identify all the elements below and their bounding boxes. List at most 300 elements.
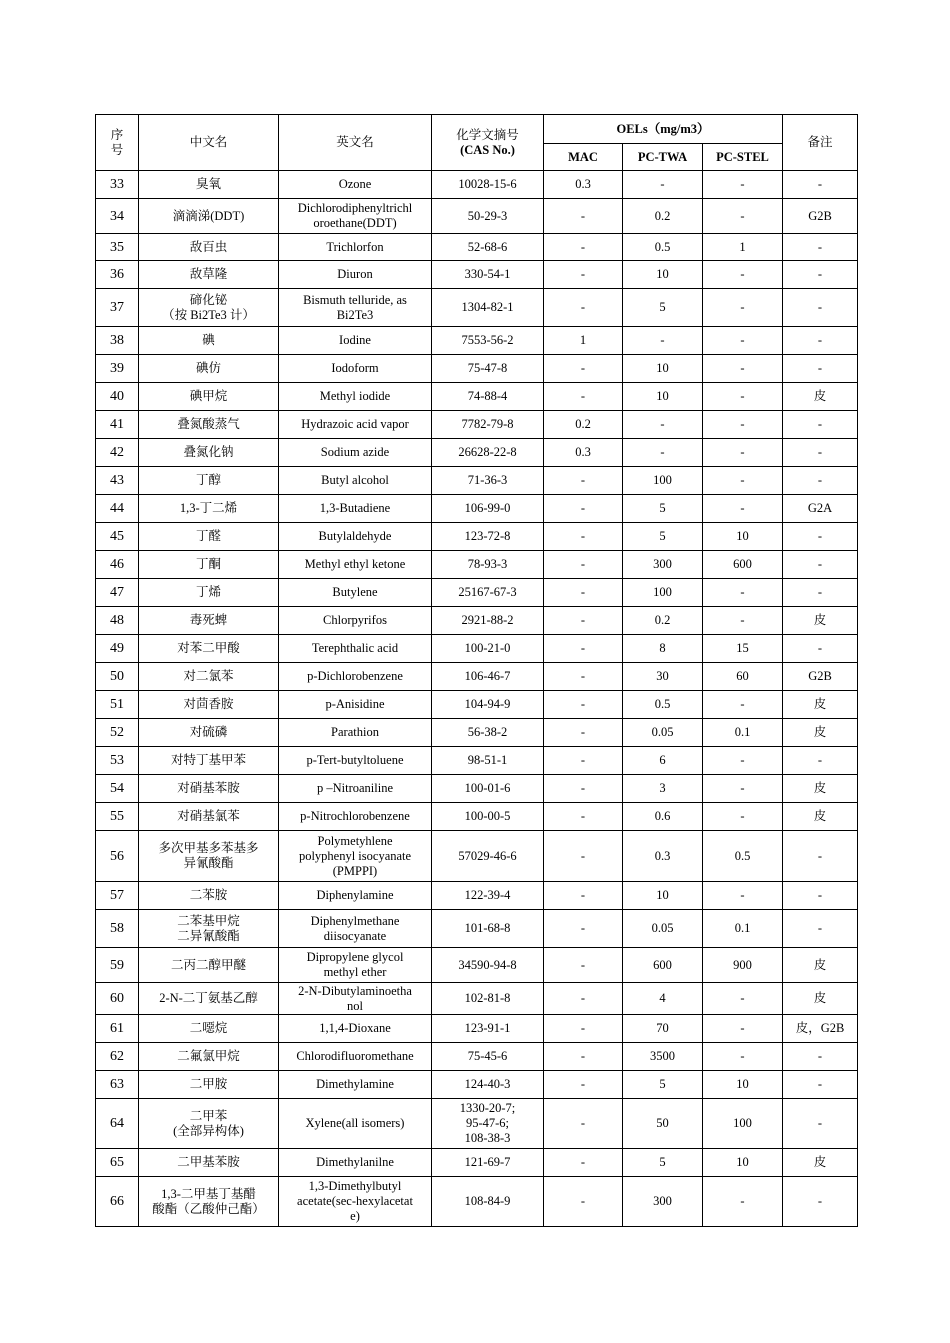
cell-english-name: Terephthalic acid bbox=[279, 635, 432, 663]
cell-no: 62 bbox=[96, 1043, 139, 1071]
table-row bbox=[96, 719, 858, 747]
cell-pc-twa: 0.3 bbox=[623, 831, 703, 882]
cell-mac: 0.3 bbox=[544, 171, 623, 199]
cell-pc-twa: 300 bbox=[623, 1177, 703, 1227]
cell-note: 皮 bbox=[783, 948, 858, 983]
cell-english-name: p-Dichlorobenzene bbox=[279, 663, 432, 691]
header-chinese-name: 中文名 bbox=[139, 115, 279, 171]
table-row bbox=[96, 411, 858, 439]
cell-cas: 121-69-7 bbox=[432, 1149, 544, 1177]
cell-english-name: Iodoform bbox=[279, 355, 432, 383]
cell-chinese-name: 二苯胺 bbox=[139, 882, 279, 910]
cell-note: - bbox=[783, 234, 858, 261]
cell-chinese-name: 碲化铋 （按 Bi2Te3 计） bbox=[139, 289, 279, 327]
cell-chinese-name: 二甲苯 (全部异构体) bbox=[139, 1099, 279, 1149]
cell-pc-twa: 3500 bbox=[623, 1043, 703, 1071]
cell-pc-stel: - bbox=[703, 1177, 783, 1227]
cell-english-name: Chlorpyrifos bbox=[279, 607, 432, 635]
cell-mac: - bbox=[544, 355, 623, 383]
cell-pc-twa: 600 bbox=[623, 948, 703, 983]
cell-mac: - bbox=[544, 635, 623, 663]
cell-pc-twa: 5 bbox=[623, 495, 703, 523]
cell-no: 42 bbox=[96, 439, 139, 467]
table-row bbox=[96, 803, 858, 831]
cell-no: 45 bbox=[96, 523, 139, 551]
table-row bbox=[96, 1149, 858, 1177]
cell-chinese-name: 碘 bbox=[139, 327, 279, 355]
cell-english-name: Butyl alcohol bbox=[279, 467, 432, 495]
cell-cas: 106-99-0 bbox=[432, 495, 544, 523]
cell-note: 皮 bbox=[783, 691, 858, 719]
cell-pc-stel: 10 bbox=[703, 1071, 783, 1099]
cell-english-name: Diphenylmethane diisocyanate bbox=[279, 910, 432, 948]
cell-no: 39 bbox=[96, 355, 139, 383]
cell-pc-twa: 10 bbox=[623, 261, 703, 289]
cell-note: - bbox=[783, 355, 858, 383]
table-row bbox=[96, 439, 858, 467]
cell-no: 59 bbox=[96, 948, 139, 983]
cell-mac: - bbox=[544, 882, 623, 910]
cell-pc-stel: 10 bbox=[703, 1149, 783, 1177]
cell-cas: 330-54-1 bbox=[432, 261, 544, 289]
cell-english-name: Parathion bbox=[279, 719, 432, 747]
cell-english-name: Sodium azide bbox=[279, 439, 432, 467]
cell-mac: - bbox=[544, 234, 623, 261]
cell-cas: 102-81-8 bbox=[432, 983, 544, 1015]
header-note: 备注 bbox=[783, 115, 858, 171]
cell-no: 49 bbox=[96, 635, 139, 663]
cell-pc-twa: 10 bbox=[623, 882, 703, 910]
cell-mac: - bbox=[544, 831, 623, 882]
cell-no: 58 bbox=[96, 910, 139, 948]
cell-cas: 123-72-8 bbox=[432, 523, 544, 551]
cell-pc-twa: 30 bbox=[623, 663, 703, 691]
cell-note: - bbox=[783, 747, 858, 775]
cell-pc-stel: 1 bbox=[703, 234, 783, 261]
cell-pc-stel: - bbox=[703, 289, 783, 327]
table-row bbox=[96, 171, 858, 199]
cell-cas: 1330-20-7; 95-47-6; 108-38-3 bbox=[432, 1099, 544, 1149]
table-row bbox=[96, 551, 858, 579]
cell-no: 50 bbox=[96, 663, 139, 691]
cell-chinese-name: 对硝基氯苯 bbox=[139, 803, 279, 831]
cell-chinese-name: 敌草隆 bbox=[139, 261, 279, 289]
cell-chinese-name: 二噁烷 bbox=[139, 1015, 279, 1043]
cell-pc-twa: 0.5 bbox=[623, 234, 703, 261]
table-row bbox=[96, 289, 858, 327]
cell-pc-stel: - bbox=[703, 261, 783, 289]
cell-no: 46 bbox=[96, 551, 139, 579]
cell-cas: 104-94-9 bbox=[432, 691, 544, 719]
cell-pc-stel: - bbox=[703, 579, 783, 607]
cell-pc-twa: 5 bbox=[623, 289, 703, 327]
table-row bbox=[96, 1177, 858, 1227]
cell-chinese-name: 二苯基甲烷 二异氰酸酯 bbox=[139, 910, 279, 948]
table-row bbox=[96, 234, 858, 261]
cell-english-name: Butylene bbox=[279, 579, 432, 607]
cell-cas: 100-21-0 bbox=[432, 635, 544, 663]
cell-chinese-name: 臭氧 bbox=[139, 171, 279, 199]
cell-mac: - bbox=[544, 803, 623, 831]
cell-cas: 75-47-8 bbox=[432, 355, 544, 383]
cell-chinese-name: 对苯二甲酸 bbox=[139, 635, 279, 663]
cell-pc-stel: - bbox=[703, 383, 783, 411]
cell-note: - bbox=[783, 327, 858, 355]
table-row bbox=[96, 882, 858, 910]
table-row bbox=[96, 948, 858, 983]
cell-no: 35 bbox=[96, 234, 139, 261]
header-no: 序 号 bbox=[96, 115, 139, 171]
table-row bbox=[96, 199, 858, 234]
cell-english-name: p-Nitrochlorobenzene bbox=[279, 803, 432, 831]
cell-mac: - bbox=[544, 289, 623, 327]
cell-pc-stel: - bbox=[703, 439, 783, 467]
cell-pc-stel: - bbox=[703, 775, 783, 803]
cell-note: - bbox=[783, 523, 858, 551]
cell-english-name: Methyl iodide bbox=[279, 383, 432, 411]
cell-pc-stel: 0.1 bbox=[703, 910, 783, 948]
cell-chinese-name: 丁醇 bbox=[139, 467, 279, 495]
cell-pc-twa: - bbox=[623, 171, 703, 199]
table-body bbox=[96, 171, 858, 1227]
table-row bbox=[96, 523, 858, 551]
cell-no: 56 bbox=[96, 831, 139, 882]
table-row bbox=[96, 635, 858, 663]
cell-english-name: Xylene(all isomers) bbox=[279, 1099, 432, 1149]
cell-english-name: Dipropylene glycol methyl ether bbox=[279, 948, 432, 983]
header-cas bbox=[432, 115, 544, 171]
cell-mac: - bbox=[544, 719, 623, 747]
cell-pc-twa: 5 bbox=[623, 523, 703, 551]
cell-english-name: Iodine bbox=[279, 327, 432, 355]
cell-english-name: p-Anisidine bbox=[279, 691, 432, 719]
table-row bbox=[96, 383, 858, 411]
cell-chinese-name: 滴滴涕(DDT) bbox=[139, 199, 279, 234]
cell-mac: - bbox=[544, 1177, 623, 1227]
cell-mac: - bbox=[544, 910, 623, 948]
cell-cas: 7553-56-2 bbox=[432, 327, 544, 355]
cell-note: 皮 bbox=[783, 719, 858, 747]
cell-no: 66 bbox=[96, 1177, 139, 1227]
cell-pc-stel: 100 bbox=[703, 1099, 783, 1149]
cell-english-name: Butylaldehyde bbox=[279, 523, 432, 551]
header-oels: OELs（mg/m3） bbox=[544, 115, 783, 144]
cell-pc-stel: 900 bbox=[703, 948, 783, 983]
header-pc-twa: PC-TWA bbox=[623, 144, 703, 171]
cell-english-name: Polymetyhlene polyphenyl isocyanate (PMPPI) bbox=[279, 831, 432, 882]
cell-pc-stel: 60 bbox=[703, 663, 783, 691]
cell-cas: 101-68-8 bbox=[432, 910, 544, 948]
cell-note: - bbox=[783, 831, 858, 882]
cell-english-name: p-Tert-butyltoluene bbox=[279, 747, 432, 775]
cell-pc-stel: - bbox=[703, 467, 783, 495]
cell-note: 皮 bbox=[783, 607, 858, 635]
cell-chinese-name: 对硝基苯胺 bbox=[139, 775, 279, 803]
cell-mac: - bbox=[544, 495, 623, 523]
header-pc-stel: PC-STEL bbox=[703, 144, 783, 171]
cell-chinese-name: 1,3-二甲基丁基醋 酸酯（乙酸仲己酯） bbox=[139, 1177, 279, 1227]
cell-chinese-name: 叠氮化钠 bbox=[139, 439, 279, 467]
cell-english-name: Methyl ethyl ketone bbox=[279, 551, 432, 579]
cell-note: 皮 bbox=[783, 983, 858, 1015]
cell-pc-stel: - bbox=[703, 355, 783, 383]
cell-chinese-name: 二甲胺 bbox=[139, 1071, 279, 1099]
cell-pc-twa: 0.05 bbox=[623, 910, 703, 948]
cell-no: 48 bbox=[96, 607, 139, 635]
cell-note: - bbox=[783, 579, 858, 607]
cell-note: - bbox=[783, 1099, 858, 1149]
cell-no: 51 bbox=[96, 691, 139, 719]
cell-pc-stel: - bbox=[703, 747, 783, 775]
cell-pc-twa: 10 bbox=[623, 355, 703, 383]
cell-no: 52 bbox=[96, 719, 139, 747]
cell-note: - bbox=[783, 1043, 858, 1071]
cell-english-name: Bismuth telluride, as Bi2Te3 bbox=[279, 289, 432, 327]
cell-cas: 75-45-6 bbox=[432, 1043, 544, 1071]
cell-pc-twa: 0.5 bbox=[623, 691, 703, 719]
table-row bbox=[96, 747, 858, 775]
cell-english-name: Hydrazoic acid vapor bbox=[279, 411, 432, 439]
cell-cas: 122-39-4 bbox=[432, 882, 544, 910]
cell-note: - bbox=[783, 171, 858, 199]
cell-no: 63 bbox=[96, 1071, 139, 1099]
cell-mac: - bbox=[544, 691, 623, 719]
cell-chinese-name: 二丙二醇甲醚 bbox=[139, 948, 279, 983]
cell-cas: 100-01-6 bbox=[432, 775, 544, 803]
cell-english-name: Dimethylanilne bbox=[279, 1149, 432, 1177]
cell-mac: - bbox=[544, 551, 623, 579]
cell-note: - bbox=[783, 882, 858, 910]
cell-pc-twa: 0.2 bbox=[623, 607, 703, 635]
table-row bbox=[96, 467, 858, 495]
cell-english-name: 2-N-Dibutylaminoetha nol bbox=[279, 983, 432, 1015]
cell-pc-stel: - bbox=[703, 882, 783, 910]
table-row bbox=[96, 1099, 858, 1149]
table-row bbox=[96, 910, 858, 948]
cell-pc-stel: 10 bbox=[703, 523, 783, 551]
cell-note: G2B bbox=[783, 199, 858, 234]
cell-cas: 100-00-5 bbox=[432, 803, 544, 831]
cell-mac: - bbox=[544, 775, 623, 803]
cell-note: - bbox=[783, 439, 858, 467]
cell-no: 60 bbox=[96, 983, 139, 1015]
cell-no: 57 bbox=[96, 882, 139, 910]
cell-pc-stel: 600 bbox=[703, 551, 783, 579]
cell-pc-twa: - bbox=[623, 411, 703, 439]
table-row bbox=[96, 495, 858, 523]
cell-pc-twa: 5 bbox=[623, 1149, 703, 1177]
cell-no: 54 bbox=[96, 775, 139, 803]
header-cas-sub: (CAS No.) bbox=[460, 142, 515, 157]
cell-pc-stel: - bbox=[703, 803, 783, 831]
cell-mac: - bbox=[544, 1099, 623, 1149]
cell-pc-twa: 0.2 bbox=[623, 199, 703, 234]
cell-chinese-name: 叠氮酸蒸气 bbox=[139, 411, 279, 439]
cell-mac: - bbox=[544, 383, 623, 411]
cell-pc-stel: - bbox=[703, 1043, 783, 1071]
header-english-name: 英文名 bbox=[279, 115, 432, 171]
cell-cas: 71-36-3 bbox=[432, 467, 544, 495]
cell-no: 47 bbox=[96, 579, 139, 607]
cell-chinese-name: 1,3-丁二烯 bbox=[139, 495, 279, 523]
cell-english-name: Chlorodifluoromethane bbox=[279, 1043, 432, 1071]
cell-mac: - bbox=[544, 261, 623, 289]
cell-mac: - bbox=[544, 948, 623, 983]
cell-note: - bbox=[783, 635, 858, 663]
cell-note: 皮 bbox=[783, 1149, 858, 1177]
cell-note: 皮 bbox=[783, 383, 858, 411]
cell-pc-stel: 0.1 bbox=[703, 719, 783, 747]
cell-pc-twa: 6 bbox=[623, 747, 703, 775]
cell-cas: 57029-46-6 bbox=[432, 831, 544, 882]
cell-note: - bbox=[783, 551, 858, 579]
cell-chinese-name: 毒死蜱 bbox=[139, 607, 279, 635]
cell-chinese-name: 对硫磷 bbox=[139, 719, 279, 747]
cell-no: 40 bbox=[96, 383, 139, 411]
cell-chinese-name: 2-N-二丁氨基乙醇 bbox=[139, 983, 279, 1015]
cell-cas: 56-38-2 bbox=[432, 719, 544, 747]
cell-chinese-name: 碘仿 bbox=[139, 355, 279, 383]
cell-cas: 74-88-4 bbox=[432, 383, 544, 411]
cell-no: 53 bbox=[96, 747, 139, 775]
cell-pc-stel: 0.5 bbox=[703, 831, 783, 882]
cell-mac: - bbox=[544, 1071, 623, 1099]
cell-pc-twa: 5 bbox=[623, 1071, 703, 1099]
table-row bbox=[96, 327, 858, 355]
cell-english-name: Dichlorodiphenyltrichl oroethane(DDT) bbox=[279, 199, 432, 234]
table-row bbox=[96, 775, 858, 803]
cell-mac: - bbox=[544, 1015, 623, 1043]
cell-pc-stel: - bbox=[703, 171, 783, 199]
cell-cas: 123-91-1 bbox=[432, 1015, 544, 1043]
cell-pc-twa: 10 bbox=[623, 383, 703, 411]
header-cas-label: 化学文摘号 bbox=[456, 127, 519, 142]
table-row bbox=[96, 355, 858, 383]
cell-no: 37 bbox=[96, 289, 139, 327]
cell-cas: 7782-79-8 bbox=[432, 411, 544, 439]
table-row bbox=[96, 579, 858, 607]
cell-pc-twa: 70 bbox=[623, 1015, 703, 1043]
cell-pc-twa: 8 bbox=[623, 635, 703, 663]
cell-chinese-name: 丁烯 bbox=[139, 579, 279, 607]
cell-pc-stel: 15 bbox=[703, 635, 783, 663]
cell-pc-stel: - bbox=[703, 495, 783, 523]
cell-note: - bbox=[783, 910, 858, 948]
cell-chinese-name: 对二氯苯 bbox=[139, 663, 279, 691]
cell-chinese-name: 对茴香胺 bbox=[139, 691, 279, 719]
cell-pc-twa: 4 bbox=[623, 983, 703, 1015]
cell-cas: 10028-15-6 bbox=[432, 171, 544, 199]
cell-english-name: Diuron bbox=[279, 261, 432, 289]
cell-pc-twa: 0.6 bbox=[623, 803, 703, 831]
cell-cas: 26628-22-8 bbox=[432, 439, 544, 467]
cell-pc-twa: 100 bbox=[623, 467, 703, 495]
cell-english-name: Diphenylamine bbox=[279, 882, 432, 910]
cell-cas: 34590-94-8 bbox=[432, 948, 544, 983]
cell-pc-stel: - bbox=[703, 411, 783, 439]
cell-note: 皮，G2B bbox=[783, 1015, 858, 1043]
cell-cas: 78-93-3 bbox=[432, 551, 544, 579]
cell-no: 55 bbox=[96, 803, 139, 831]
cell-note: - bbox=[783, 1071, 858, 1099]
table-row bbox=[96, 1043, 858, 1071]
cell-english-name: Dimethylamine bbox=[279, 1071, 432, 1099]
cell-no: 61 bbox=[96, 1015, 139, 1043]
cell-note: G2B bbox=[783, 663, 858, 691]
cell-pc-twa: 100 bbox=[623, 579, 703, 607]
cell-chinese-name: 对特丁基甲苯 bbox=[139, 747, 279, 775]
cell-pc-twa: - bbox=[623, 439, 703, 467]
cell-chinese-name: 二氟氯甲烷 bbox=[139, 1043, 279, 1071]
cell-cas: 98-51-1 bbox=[432, 747, 544, 775]
cell-note: - bbox=[783, 411, 858, 439]
cell-no: 33 bbox=[96, 171, 139, 199]
cell-mac: - bbox=[544, 983, 623, 1015]
cell-cas: 106-46-7 bbox=[432, 663, 544, 691]
cell-no: 41 bbox=[96, 411, 139, 439]
cell-note: G2A bbox=[783, 495, 858, 523]
cell-english-name: Trichlorfon bbox=[279, 234, 432, 261]
cell-mac: - bbox=[544, 747, 623, 775]
cell-chinese-name: 多次甲基多苯基多 异氰酸酯 bbox=[139, 831, 279, 882]
cell-mac: - bbox=[544, 1149, 623, 1177]
cell-no: 34 bbox=[96, 199, 139, 234]
cell-pc-twa: 0.05 bbox=[623, 719, 703, 747]
cell-no: 43 bbox=[96, 467, 139, 495]
table-row bbox=[96, 1015, 858, 1043]
cell-note: 皮 bbox=[783, 803, 858, 831]
cell-chinese-name: 碘甲烷 bbox=[139, 383, 279, 411]
cell-note: - bbox=[783, 1177, 858, 1227]
cell-chinese-name: 丁醛 bbox=[139, 523, 279, 551]
table-row bbox=[96, 607, 858, 635]
cell-pc-twa: 3 bbox=[623, 775, 703, 803]
cell-pc-stel: - bbox=[703, 327, 783, 355]
cell-english-name: Ozone bbox=[279, 171, 432, 199]
cell-mac: - bbox=[544, 1043, 623, 1071]
cell-cas: 1304-82-1 bbox=[432, 289, 544, 327]
cell-cas: 25167-67-3 bbox=[432, 579, 544, 607]
cell-mac: - bbox=[544, 523, 623, 551]
cell-no: 36 bbox=[96, 261, 139, 289]
cell-mac: - bbox=[544, 607, 623, 635]
cell-mac: 0.2 bbox=[544, 411, 623, 439]
cell-note: 皮 bbox=[783, 775, 858, 803]
cell-english-name: 1,1,4-Dioxane bbox=[279, 1015, 432, 1043]
cell-pc-twa: - bbox=[623, 327, 703, 355]
cell-note: - bbox=[783, 261, 858, 289]
cell-no: 38 bbox=[96, 327, 139, 355]
cell-mac: - bbox=[544, 199, 623, 234]
cell-no: 65 bbox=[96, 1149, 139, 1177]
cell-pc-twa: 50 bbox=[623, 1099, 703, 1149]
table-row bbox=[96, 983, 858, 1015]
cell-cas: 124-40-3 bbox=[432, 1071, 544, 1099]
cell-pc-stel: - bbox=[703, 691, 783, 719]
cell-note: - bbox=[783, 289, 858, 327]
cell-pc-stel: - bbox=[703, 199, 783, 234]
cell-chinese-name: 敌百虫 bbox=[139, 234, 279, 261]
cell-note: - bbox=[783, 467, 858, 495]
cell-cas: 52-68-6 bbox=[432, 234, 544, 261]
cell-english-name: 1,3-Dimethylbutyl acetate(sec-hexylacetat e) bbox=[279, 1177, 432, 1227]
table-row bbox=[96, 1071, 858, 1099]
cell-cas: 108-84-9 bbox=[432, 1177, 544, 1227]
cell-cas: 2921-88-2 bbox=[432, 607, 544, 635]
cell-mac: 1 bbox=[544, 327, 623, 355]
cell-english-name: p –Nitroaniline bbox=[279, 775, 432, 803]
oel-table bbox=[95, 114, 858, 1227]
